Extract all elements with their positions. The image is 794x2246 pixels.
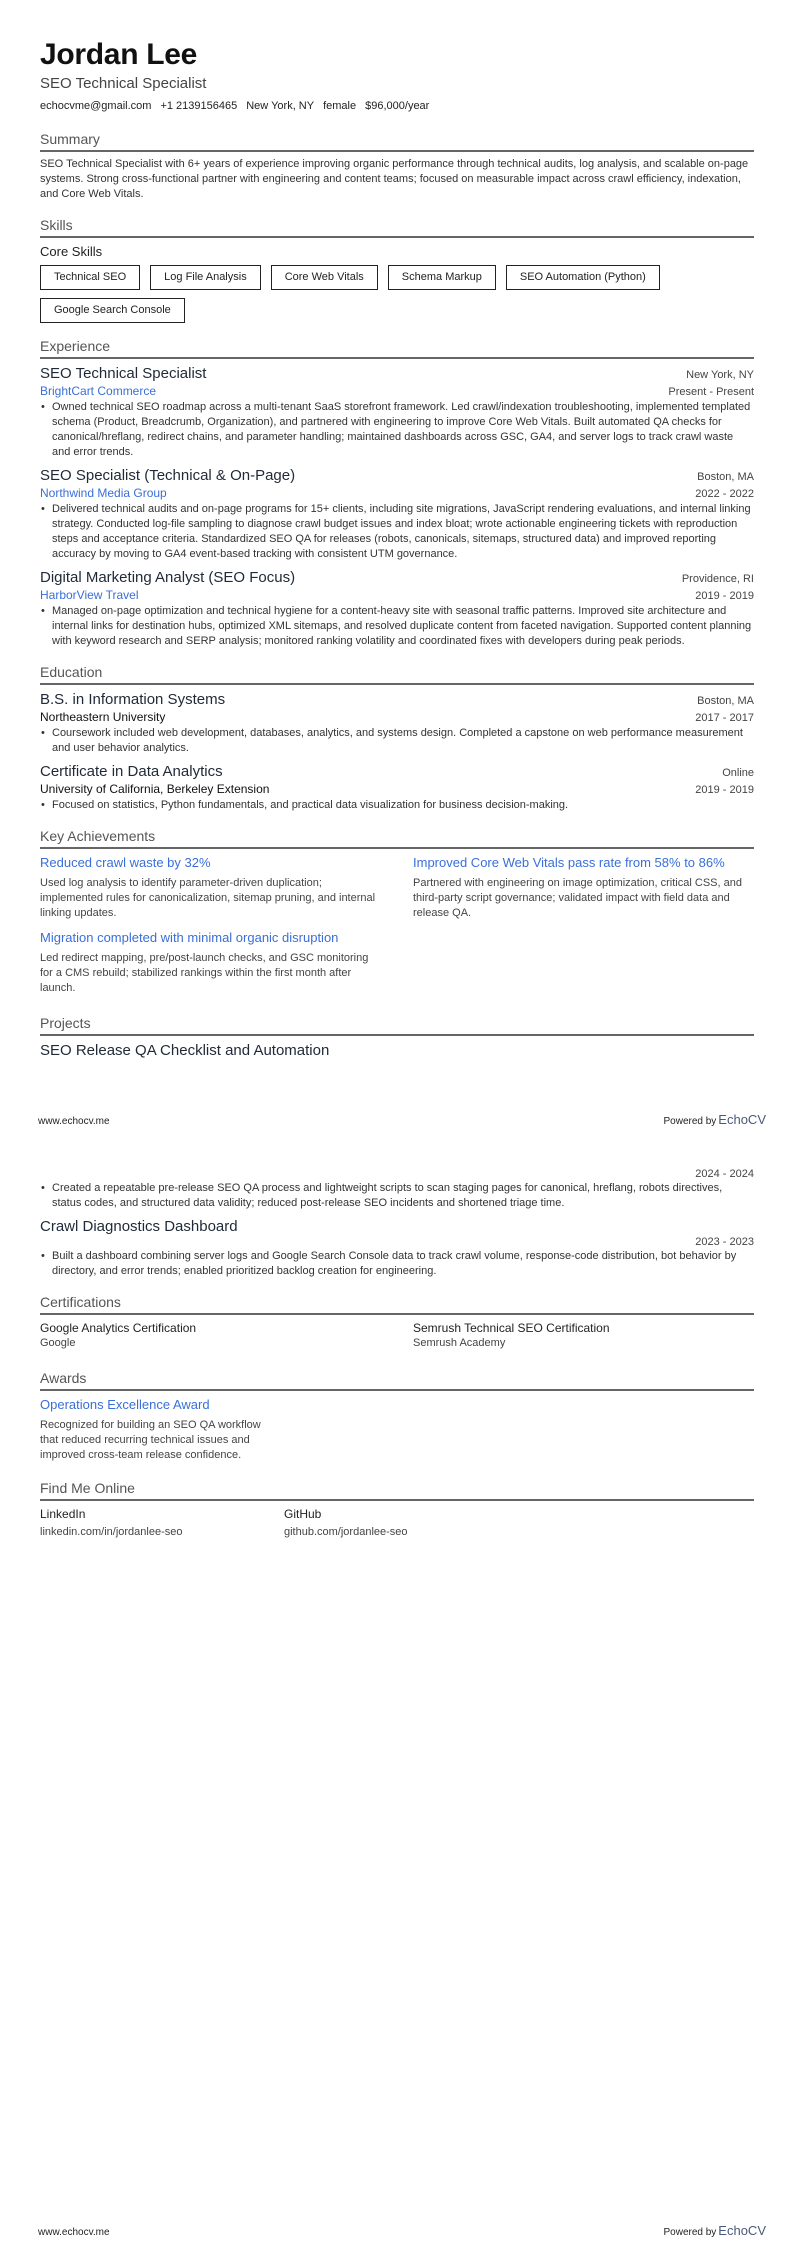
job-dates: 2019 - 2019 (695, 590, 754, 602)
contact-gender: female (323, 100, 357, 112)
job-dates: 2022 - 2022 (695, 488, 754, 500)
achievement-desc: Led redirect mapping, pre/post-launch checks, and GSC monitoring for a CMS rebuild; stabilized rankings within the first month after launch. (40, 952, 369, 994)
resume-page-2 (0, 1123, 794, 2246)
experience-heading: Experience (40, 337, 754, 359)
summary-section (40, 130, 754, 202)
certification-item (40, 1320, 381, 1351)
achievement-item (40, 854, 381, 929)
job-location: Providence, RI (681, 573, 754, 585)
link-label: GitHub (284, 1507, 322, 1521)
page-2-footer (38, 2223, 766, 2238)
achievement-title: Reduced crawl waste by 32% (40, 855, 211, 870)
achievement-desc: Used log analysis to identify parameter-driven duplication; implemented rules for canonicalization, sitemap pruning, and internal linking updates. (40, 877, 376, 919)
education-heading: Education (40, 663, 754, 685)
page-2-content (40, 1168, 754, 1540)
contact-email[interactable]: echocvme@gmail.com (40, 100, 152, 112)
achievement-title: Improved Core Web Vitals pass rate from 58% to 86% (413, 855, 725, 870)
company-name: HarborView Travel (40, 588, 139, 602)
certification-issuer: Google (40, 1337, 76, 1349)
experience-entry (40, 364, 754, 460)
experience-section (40, 337, 754, 649)
project-title: Crawl Diagnostics Dashboard (40, 1218, 238, 1235)
skill-chip: Schema Markup (388, 265, 496, 290)
echocv-brand[interactable]: EchoCV (718, 2223, 766, 2238)
company-name: Northwind Media Group (40, 486, 167, 500)
online-section (40, 1479, 754, 1540)
certifications-heading: Certifications (40, 1293, 754, 1315)
degree-title: B.S. in Information Systems (40, 691, 226, 708)
skill-chip: Technical SEO (40, 265, 140, 290)
online-link-linkedin (40, 1506, 284, 1540)
achievements-heading: Key Achievements (40, 827, 754, 849)
certification-name: Semrush Technical SEO Certification (413, 1321, 610, 1335)
achievement-desc: Partnered with engineering on image optimization, critical CSS, and third-party script governance; validated impact with field data and release QA. (413, 877, 742, 919)
github-url[interactable]: github.com/jordanlee-seo (284, 1526, 408, 1538)
award-title: Operations Excellence Award (40, 1397, 210, 1412)
certification-item (413, 1320, 754, 1351)
job-location: Boston, MA (697, 471, 754, 483)
achievement-title: Migration completed with minimal organic disruption (40, 930, 339, 945)
footer-site-link[interactable]: www.echocv.me (38, 1116, 110, 1127)
contact-line (40, 98, 754, 114)
job-bullet: • Delivered technical audits and on-page programs for 15+ clients, including site migrations, JavaScript rendering evaluations, and internal linking strategy. Conducted log-file sampling to diagnose crawl budget issues and index bloat; wrote actionable engineering tickets with reproduction steps and acceptance criteria. Standardized SEO QA for releases (robots, canonicals, sitemaps, structured data) and improved reporting accuracy by moving to GA4 event-based tracking with consistent UTM governance. (40, 502, 754, 562)
certifications-grid (40, 1320, 754, 1351)
job-location: New York, NY (686, 369, 754, 381)
contact-phone[interactable]: +1 2139156465 (160, 100, 238, 112)
job-title: SEO Specialist (Technical & On-Page) (40, 467, 296, 484)
project-entry (40, 1217, 754, 1279)
projects-heading: Projects (40, 1014, 754, 1036)
education-entry (40, 762, 754, 813)
online-link-github (284, 1506, 528, 1540)
project-bullet: • Created a repeatable pre-release SEO QA process and lightweight scripts to scan staging pages for canonical, hreflang, robots directives, status codes, and structured data validity; reduced post-release SEO incidents and shortened triage time. (40, 1181, 754, 1211)
contact-salary: $96,000/year (365, 100, 430, 112)
awards-section (40, 1369, 754, 1463)
experience-entry (40, 568, 754, 649)
job-title: SEO Technical Specialist (40, 365, 207, 382)
school-location: Boston, MA (697, 695, 754, 707)
education-dates: 2017 - 2017 (695, 712, 754, 724)
certifications-section (40, 1293, 754, 1351)
job-dates: Present - Present (668, 386, 754, 398)
page-1-content (40, 38, 754, 1060)
certification-issuer: Semrush Academy (413, 1337, 506, 1349)
project-title: SEO Release QA Checklist and Automation (40, 1042, 330, 1059)
skill-chip: SEO Automation (Python) (506, 265, 660, 290)
skills-heading: Skills (40, 216, 754, 238)
job-bullet: • Managed on-page optimization and technical hygiene for a content-heavy site with seasonal traffic patterns. Improved site architecture and internal links for destination hubs, optimized XML sitemaps, and resolved duplicate content from faceted navigation. Supported content planning with keyword research and SERP analysis; monitored ranking volatility and coordinated fixes with developers during peak periods. (40, 604, 754, 649)
skill-chip: Core Web Vitals (271, 265, 378, 290)
achievement-item (413, 854, 754, 929)
skills-group-title: Core Skills (40, 244, 103, 259)
linkedin-url[interactable]: linkedin.com/in/jordanlee-seo (40, 1526, 183, 1538)
project-dates: 2023 - 2023 (695, 1236, 754, 1248)
awards-heading: Awards (40, 1369, 754, 1391)
online-links (40, 1506, 754, 1540)
online-heading: Find Me Online (40, 1479, 754, 1501)
education-bullet: • Coursework included web development, databases, analytics, and systems design. Completed a capstone on web performance measurement and user behavior analytics. (40, 726, 754, 756)
summary-heading: Summary (40, 130, 754, 152)
achievements-section (40, 827, 754, 1004)
job-title: Digital Marketing Analyst (SEO Focus) (40, 569, 296, 586)
echocv-brand[interactable]: EchoCV (718, 1112, 766, 1127)
award-desc: Recognized for building an SEO QA workflow that reduced recurring technical issues and improved cross-team release confidence. (40, 1419, 261, 1461)
skills-list (40, 265, 754, 323)
summary-text: SEO Technical Specialist with 6+ years of experience improving organic performance through technical audits, log analysis, and scalable on-page systems. Strong cross-functional partner with engineering and content teams; focused on measurable impact across crawl efficiency, indexation, and Core Web Vitals. (40, 158, 749, 200)
project-entry-continued (40, 1168, 754, 1211)
education-entry (40, 690, 754, 756)
education-bullet: • Focused on statistics, Python fundamentals, and practical data visualization for business decision-making. (40, 798, 754, 813)
header (40, 38, 754, 114)
candidate-name: Jordan Lee (40, 38, 198, 71)
job-bullet: • Owned technical SEO roadmap across a multi-tenant SaaS storefront framework. Led crawl/indexation troubleshooting, implemented templated schema (Product, Breadcrumb, Organization), and partnered with engineering to improve Core Web Vitals. Built automated QA checks for canonical/hreflang, redirect chains, and parameter handling; maintained dashboards across GSC, GA4, and server logs to track crawl waste and error trends. (40, 400, 754, 460)
education-dates: 2019 - 2019 (695, 784, 754, 796)
school-name: Northeastern University (40, 710, 166, 724)
education-section (40, 663, 754, 813)
footer-site-link[interactable]: www.echocv.me (38, 2227, 110, 2238)
company-name: BrightCart Commerce (40, 384, 157, 398)
project-bullet: • Built a dashboard combining server logs and Google Search Console data to track crawl volume, response-code distribution, bot behavior by directory, and error trends; enabled prioritized backlog creation for engineering. (40, 1249, 754, 1279)
footer-powered-by: Powered by EchoCV (663, 2223, 766, 2238)
projects-section (40, 1014, 754, 1060)
certification-name: Google Analytics Certification (40, 1321, 197, 1335)
project-dates: 2024 - 2024 (695, 1168, 754, 1180)
skill-chip: Log File Analysis (150, 265, 261, 290)
skill-chip: Google Search Console (40, 298, 185, 323)
link-label: LinkedIn (40, 1507, 86, 1521)
school-location: Online (722, 767, 754, 779)
skills-section (40, 216, 754, 323)
degree-title: Certificate in Data Analytics (40, 763, 223, 780)
candidate-title: SEO Technical Specialist (40, 75, 207, 92)
contact-location: New York, NY (246, 100, 315, 112)
achievement-item (40, 929, 381, 1004)
achievements-grid (40, 854, 754, 1004)
school-name: University of California, Berkeley Extension (40, 782, 270, 796)
footer-powered-by: Powered by EchoCV (663, 1112, 766, 1127)
experience-entry (40, 466, 754, 562)
